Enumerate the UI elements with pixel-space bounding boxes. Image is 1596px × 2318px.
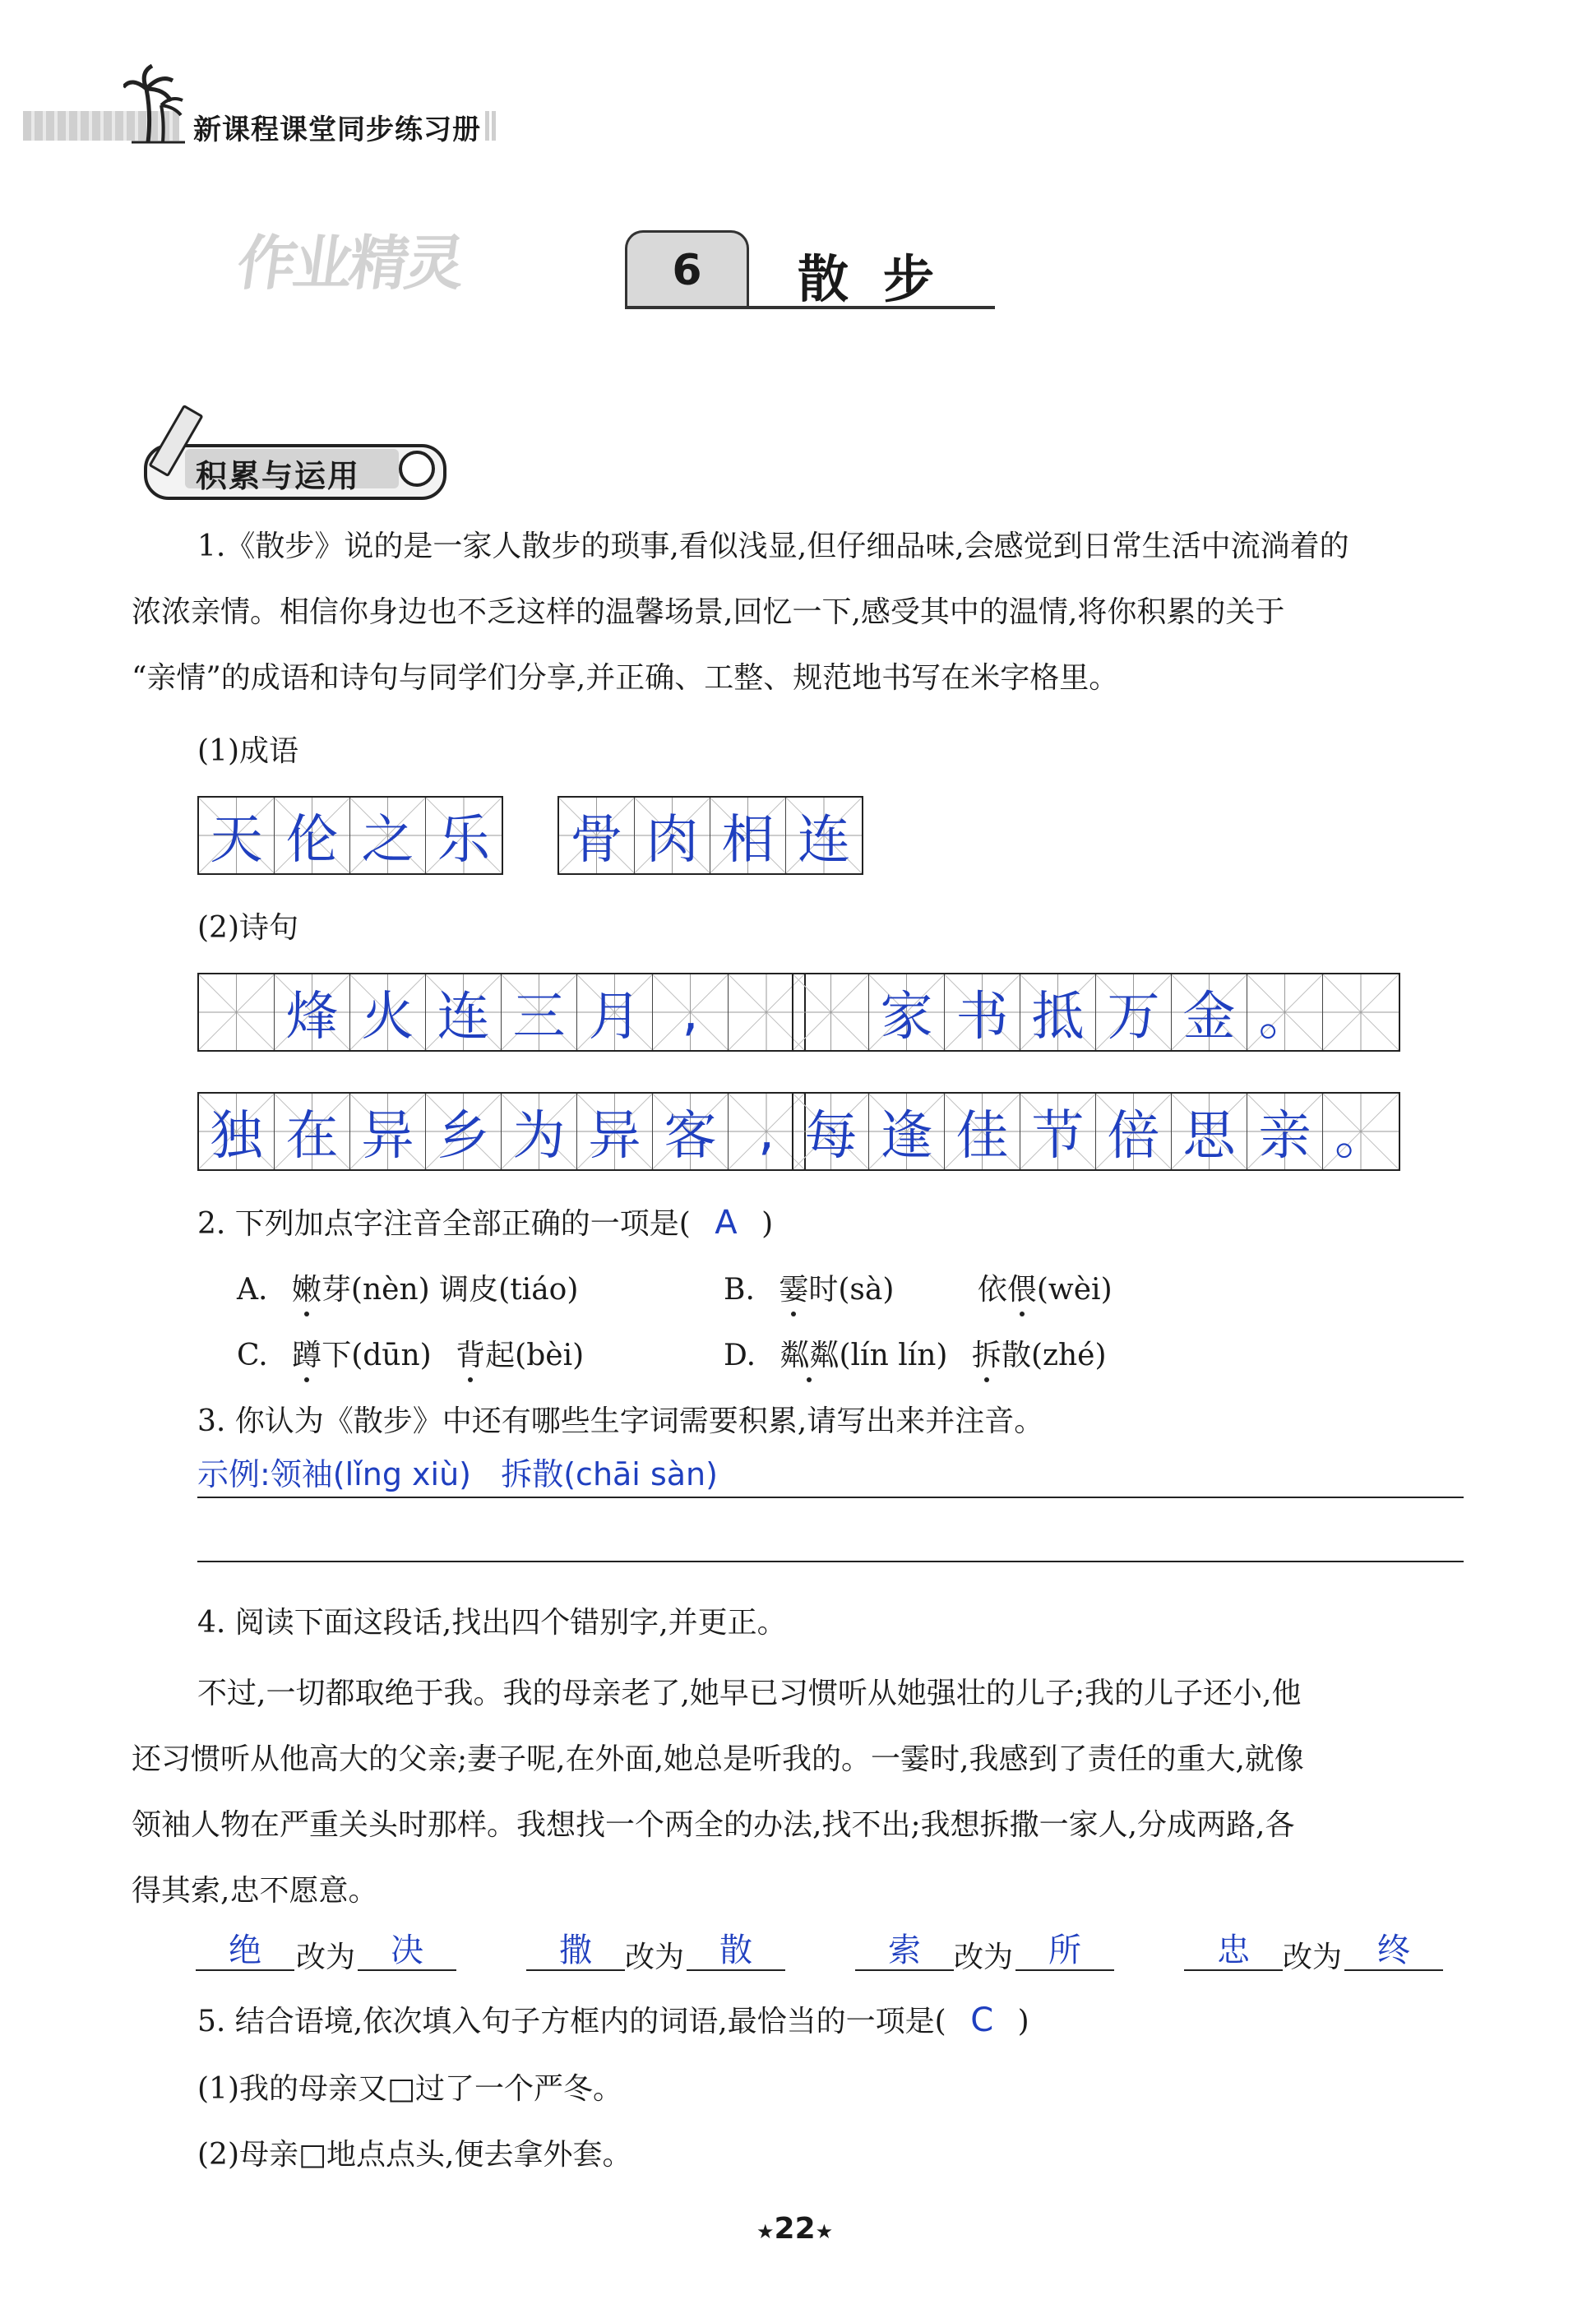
answer-line: [526, 1969, 625, 1971]
q2-option-c: C. 蹲下(dūn) 背起(bèi): [237, 1339, 585, 1372]
grid-cell: ,: [653, 974, 729, 1050]
section-circle-icon: [399, 451, 435, 487]
grid-cell: ,: [729, 1094, 804, 1169]
poem-grid-4: [792, 1092, 1400, 1171]
watermark: 作业精灵: [233, 229, 467, 298]
q1-line-2: 浓浓亲情。相信你身边也不乏这样的温馨场景,回忆一下,感受其中的温情,将你积累的关于: [132, 595, 1285, 629]
q2-answer: A: [715, 1204, 738, 1242]
q5-item-2: (2)母亲□地点点头,便去拿外套。: [197, 2138, 632, 2172]
poem-grid-2: [792, 973, 1400, 1052]
answer-line: [358, 1969, 456, 1971]
section-label: 积累与运用: [196, 458, 361, 494]
q2-option-d: D. 粼粼(lín lín) 拆散(zhé): [724, 1339, 1107, 1372]
grid-cell: 乐: [426, 798, 502, 873]
grid-cell: 万: [1096, 974, 1172, 1050]
grid-cell: 逢: [869, 1094, 945, 1169]
star-icon: ★: [815, 2220, 834, 2243]
grid-cell: 抵: [1020, 974, 1096, 1050]
lesson-title: 散步: [798, 249, 969, 309]
correction-right-1: 决: [391, 1932, 423, 1969]
header-decoration-right: [485, 111, 498, 141]
q5-stem: 5. 结合语境,依次填入句子方框内的词语,最恰当的一项是( C ): [197, 2001, 1029, 2039]
page-number: ★22★: [756, 2212, 834, 2246]
grid-cell: 连: [426, 974, 502, 1050]
answer-line: [855, 1969, 954, 1971]
answer-line: [197, 1497, 1464, 1498]
grid-cell: [1323, 974, 1399, 1050]
grid-cell: 连: [786, 798, 862, 873]
q1-line-3: “亲情”的成语和诗句与同学们分享,并正确、工整、规范地书写在米字格里。: [132, 661, 1119, 695]
grid-cell: 倍: [1096, 1094, 1172, 1169]
q1-poems-label: (2)诗句: [197, 911, 298, 945]
grid-cell: [199, 974, 275, 1050]
grid-cell: 节: [1020, 1094, 1096, 1169]
grid-cell: 佳: [945, 1094, 1020, 1169]
answer-line: [197, 1561, 1464, 1562]
poem-grid-1: [197, 973, 806, 1052]
grid-cell: 。: [1323, 1094, 1399, 1169]
grid-cell: 相: [710, 798, 786, 873]
correction-right-4: 终: [1377, 1932, 1410, 1969]
answer-line: [196, 1969, 294, 1971]
answer-line: [1184, 1969, 1283, 1971]
answer-line: [687, 1969, 785, 1971]
correction-wrong-2: 撒: [559, 1932, 592, 1969]
grid-cell: 天: [199, 798, 275, 873]
q3-answer: 示例:领袖(lǐng xiù) 拆散(chāi sàn): [197, 1456, 718, 1492]
grid-cell: 骨: [559, 798, 635, 873]
q3-stem: 3. 你认为《散步》中还有哪些生字词需要积累,请写出来并注音。: [197, 1404, 1044, 1438]
grid-cell: 月: [577, 974, 653, 1050]
grid-cell: 火: [350, 974, 426, 1050]
q4-passage-2: 还习惯听从他高大的父亲;妻子呢,在外面,她总是听我的。一霎时,我感到了责任的重大,就像: [132, 1742, 1304, 1776]
grid-cell: 家: [869, 974, 945, 1050]
grid-cell: 伦: [275, 798, 350, 873]
idiom-grid-1: [197, 796, 503, 875]
poem-grid-3: [197, 1092, 806, 1171]
grid-cell: 独: [199, 1094, 275, 1169]
grid-cell: 思: [1172, 1094, 1247, 1169]
grid-cell: 金: [1172, 974, 1247, 1050]
star-icon: ★: [756, 2220, 775, 2243]
grid-cell: 为: [502, 1094, 577, 1169]
idiom-grid-2: [557, 796, 863, 875]
q2-option-b: B. 霎时(sà) 依偎(wèi): [724, 1273, 1113, 1307]
grid-cell: 书: [945, 974, 1020, 1050]
grid-cell: 肉: [635, 798, 710, 873]
correction-right-2: 散: [719, 1932, 752, 1969]
change-to-label: 改为: [625, 1941, 685, 1974]
q1-line-1: 1.《散步》说的是一家人散步的琐事,看似浅显,但仔细品味,会感觉到日常生活中流淌着的: [197, 530, 1349, 563]
q1-idioms-label: (1)成语: [197, 734, 298, 768]
q4-passage-3: 领袖人物在严重关头时那样。我想找一个两全的办法,找不出;我想拆撒一家人,分成两路,各: [132, 1808, 1295, 1842]
change-to-label: 改为: [296, 1941, 356, 1974]
grid-cell: 烽: [275, 974, 350, 1050]
lesson-number: 6: [625, 230, 749, 308]
grid-cell: [793, 974, 869, 1050]
q4-passage-1: 不过,一切都取绝于我。我的母亲老了,她早已习惯听从她强壮的儿子;我的儿子还小,他: [197, 1677, 1302, 1710]
correction-wrong-3: 索: [888, 1932, 921, 1969]
q5-answer: C: [970, 2001, 994, 2039]
book-title: 新课程课堂同步练习册: [193, 113, 481, 146]
answer-line: [1344, 1969, 1443, 1971]
q2-option-a: A. 嫩芽(nèn) 调皮(tiáo): [237, 1273, 579, 1307]
grid-cell: 异: [350, 1094, 426, 1169]
grid-cell: 之: [350, 798, 426, 873]
palm-tree-icon: [123, 64, 189, 146]
correction-right-3: 所: [1048, 1932, 1081, 1969]
q5-item-1: (1)我的母亲又□过了一个严冬。: [197, 2072, 623, 2106]
change-to-label: 改为: [1283, 1941, 1343, 1974]
grid-cell: 每: [793, 1094, 869, 1169]
grid-cell: 。: [1247, 974, 1323, 1050]
answer-line: [1015, 1969, 1114, 1971]
q2-stem: 2. 下列加点字注音全部正确的一项是( A ): [197, 1204, 774, 1242]
grid-cell: 三: [502, 974, 577, 1050]
q4-stem: 4. 阅读下面这段话,找出四个错别字,并更正。: [197, 1606, 787, 1640]
q4-passage-4: 得其索,忠不愿意。: [132, 1874, 378, 1908]
correction-wrong-1: 绝: [229, 1932, 261, 1969]
grid-cell: 异: [577, 1094, 653, 1169]
correction-wrong-4: 忠: [1217, 1932, 1250, 1969]
change-to-label: 改为: [954, 1941, 1014, 1974]
grid-cell: 乡: [426, 1094, 502, 1169]
grid-cell: 亲: [1247, 1094, 1323, 1169]
grid-cell: 在: [275, 1094, 350, 1169]
grid-cell: 客: [653, 1094, 729, 1169]
